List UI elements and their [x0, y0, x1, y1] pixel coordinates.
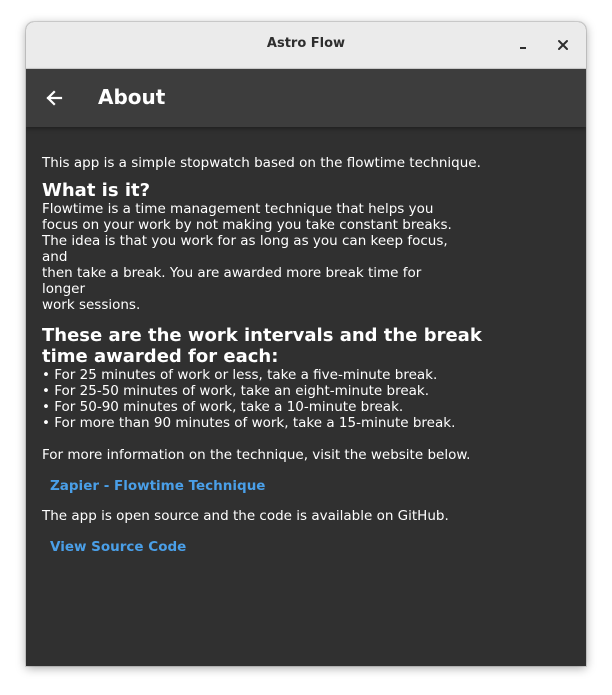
- intervals-list: [42, 367, 562, 431]
- interval-item: • For 25 minutes of work or less, take a five-minute break.: [42, 367, 438, 383]
- open-source-text: The app is open source and the code is available on GitHub.: [42, 508, 449, 524]
- minimize-button[interactable]: [511, 33, 535, 57]
- close-button[interactable]: [551, 33, 575, 57]
- what-line: Flowtime is a time management technique that helps you: [42, 201, 434, 217]
- intro-text: This app is a simple stopwatch based on the flowtime technique.: [42, 155, 481, 171]
- what-line: work sessions.: [42, 297, 141, 313]
- what-line: focus on your work by not making you take constant breaks.: [42, 217, 452, 233]
- page-title: About: [98, 85, 166, 109]
- view-source-link[interactable]: View Source Code: [50, 539, 187, 555]
- what-line: then take a break. You are awarded more break time for longer: [42, 265, 422, 297]
- interval-item: • For more than 90 minutes of work, take a 15-minute break.: [42, 415, 456, 431]
- minimize-icon: [517, 39, 529, 51]
- what-description: [42, 201, 462, 313]
- website-link[interactable]: Zapier - Flowtime Technique: [50, 478, 266, 494]
- what-heading: What is it?: [42, 180, 151, 201]
- back-button[interactable]: [40, 84, 68, 112]
- about-content: [42, 155, 562, 555]
- interval-item: • For 25-50 minutes of work, take an eight-minute break.: [42, 383, 430, 399]
- what-line: The idea is that you work for as long as you can keep focus, and: [42, 233, 448, 265]
- intervals-heading: These are the work intervals and the break time awarded for each:: [42, 325, 482, 367]
- arrow-left-icon: [44, 88, 64, 108]
- app-window: [26, 22, 586, 666]
- app-bar: [26, 69, 586, 127]
- interval-item: • For 50-90 minutes of work, take a 10-minute break.: [42, 399, 404, 415]
- window-titlebar[interactable]: [26, 22, 586, 69]
- more-info-text: For more information on the technique, visit the website below.: [42, 447, 471, 463]
- window-title: Astro Flow: [266, 36, 346, 51]
- close-icon: [557, 39, 569, 51]
